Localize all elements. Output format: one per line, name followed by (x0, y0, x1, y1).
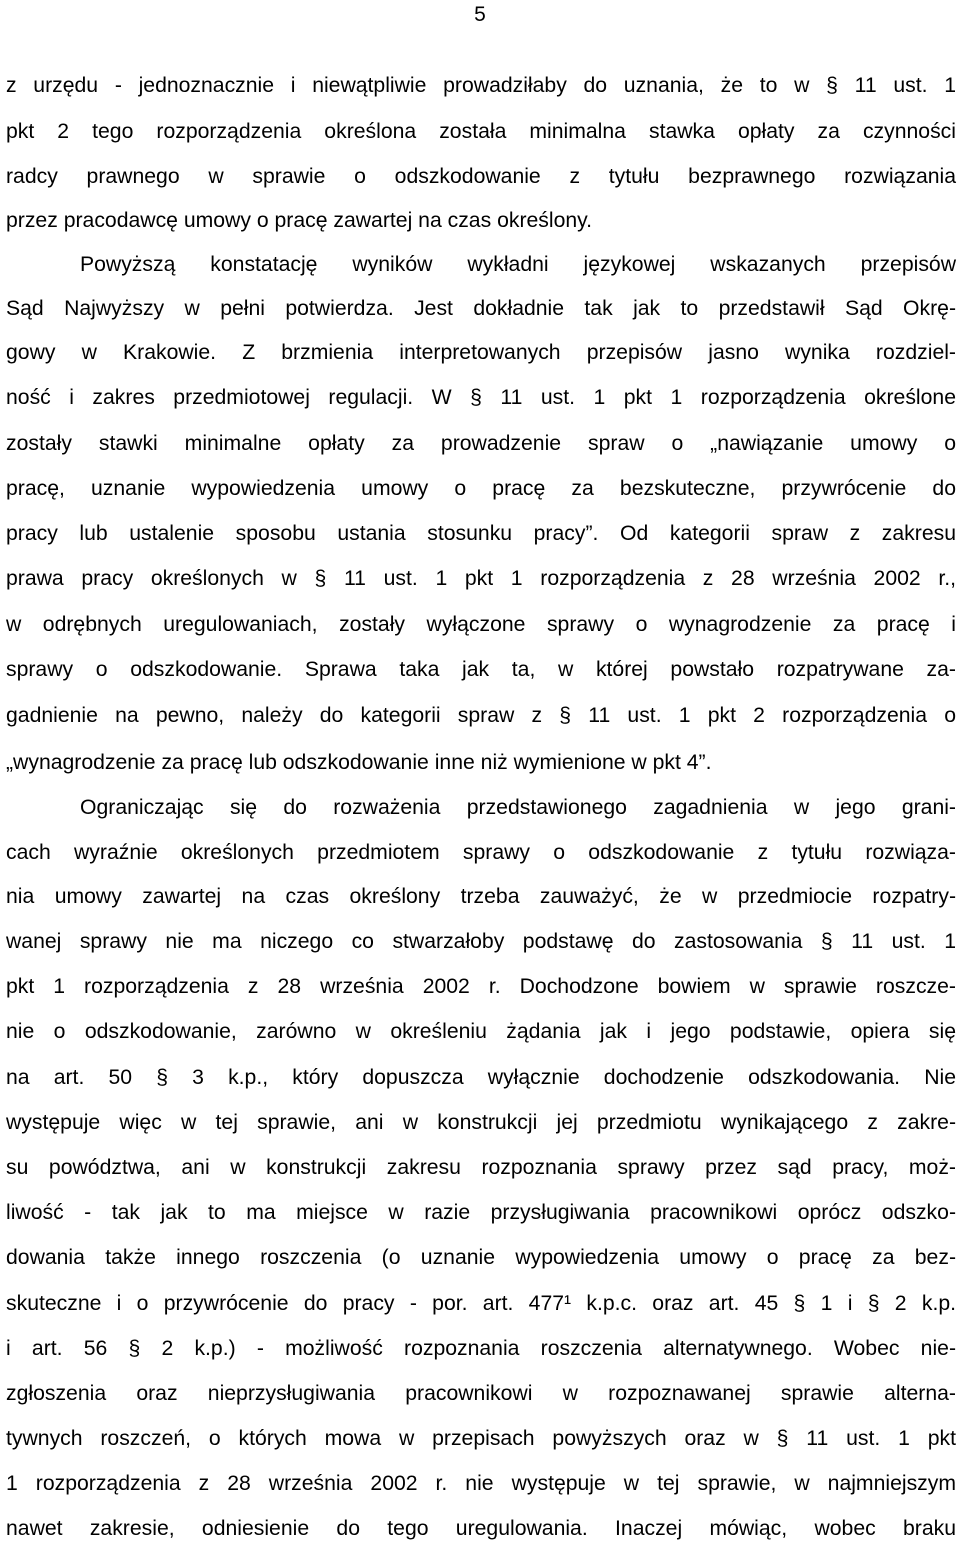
text-line: nawet zakresie, odniesienie do tego uregulowania. Inaczej mówiąc, wobec braku (6, 1517, 956, 1540)
text-line: Sąd Najwyższy w pełni potwierdza. Jest dokładnie tak jak to przedstawił Sąd Okrę- (6, 297, 956, 320)
text-line: zostały stawki minimalne opłaty za prowadzenie spraw o „nawiązanie umowy o (6, 432, 956, 455)
text-line: radcy prawnego w sprawie o odszkodowanie z tytułu bezprawnego rozwiązania (6, 165, 956, 188)
text-line: na art. 50 § 3 k.p., który dopuszcza wyłącznie dochodzenie odszkodowania. Nie (6, 1066, 956, 1089)
text-line: „wynagrodzenie za pracę lub odszkodowanie inne niż wymienione w pkt 4”. (6, 751, 712, 774)
text-line: gowy w Krakowie. Z brzmienia interpretowanych przepisów jasno wynika rozdziel- (6, 341, 956, 364)
text-line: dowania także innego roszczenia (o uznanie wypowiedzenia umowy o pracę za bez- (6, 1246, 956, 1269)
text-line: cach wyraźnie określonych przedmiotem sprawy o odszkodowanie z tytułu rozwiąza- (6, 841, 956, 864)
text-line: Ograniczając się do rozważenia przedstawionego zagadnienia w jego grani- (80, 796, 956, 819)
text-line: występuje więc w tej sprawie, ani w konstrukcji jej przedmiotu wynikającego z zakre- (6, 1111, 956, 1134)
text-line: liwość - tak jak to ma miejsce w razie przysługiwania pracownikowi oprócz odszko- (6, 1201, 956, 1224)
text-line: skuteczne i o przywrócenie do pracy - por. art. 477¹ k.p.c. oraz art. 45 § 1 i § 2 k.p. (6, 1292, 956, 1315)
text-line: wanej sprawy nie ma niczego co stwarzałoby podstawę do zastosowania § 11 ust. 1 (6, 930, 956, 953)
text-line: tywnych roszczeń, o których mowa w przepisach powyższych oraz w § 11 ust. 1 pkt (6, 1427, 956, 1450)
text-line: prawa pracy określonych w § 11 ust. 1 pkt 1 rozporządzenia z 28 września 2002 r., (6, 567, 956, 590)
text-line: i art. 56 § 2 k.p.) - możliwość rozpoznania roszczenia alternatywnego. Wobec nie- (6, 1337, 956, 1360)
text-line: su powództwa, ani w konstrukcji zakresu rozpoznania sprawy przez sąd pracy, moż- (6, 1156, 956, 1179)
text-line: sprawy o odszkodowanie. Sprawa taka jak ta, w której powstało rozpatrywane za- (6, 658, 956, 681)
text-line: 1 rozporządzenia z 28 września 2002 r. nie występuje w tej sprawie, w najmniejszym (6, 1472, 956, 1495)
text-line: ność i zakres przedmiotowej regulacji. W § 11 ust. 1 pkt 1 rozporządzenia określone (6, 386, 956, 409)
page-number: 5 (474, 3, 486, 26)
text-line: nie o odszkodowanie, zarówno w określeniu żądania jak i jego podstawie, opiera się (6, 1020, 956, 1043)
text-line: pkt 1 rozporządzenia z 28 września 2002 r. Dochodzone bowiem w sprawie roszcze- (6, 975, 956, 998)
text-line: nia umowy zawartej na czas określony trzeba zauważyć, że w przedmiocie rozpatry- (6, 885, 956, 908)
text-line: pracy lub ustalenie sposobu ustania stosunku pracy”. Od kategorii spraw z zakresu (6, 522, 956, 545)
text-line: pracę, uznanie wypowiedzenia umowy o pracę za bezskuteczne, przywrócenie do (6, 477, 956, 500)
text-line: Powyższą konstatację wyników wykładni językowej wskazanych przepisów (80, 253, 956, 276)
text-line: w odrębnych uregulowaniach, zostały wyłączone sprawy o wynagrodzenie za pracę i (6, 613, 956, 636)
text-line: z urzędu - jednoznacznie i niewątpliwie prowadziłaby do uznania, że to w § 11 ust. 1 (6, 74, 956, 97)
text-line: pkt 2 tego rozporządzenia określona została minimalna stawka opłaty za czynności (6, 120, 956, 143)
text-line: przez pracodawcę umowy o pracę zawartej na czas określony. (6, 209, 593, 232)
text-line: zgłoszenia oraz nieprzysługiwania pracownikowi w rozpoznawanej sprawie alterna- (6, 1382, 956, 1405)
text-line: gadnienie na pewno, należy do kategorii spraw z § 11 ust. 1 pkt 2 rozporządzenia o (6, 704, 956, 727)
